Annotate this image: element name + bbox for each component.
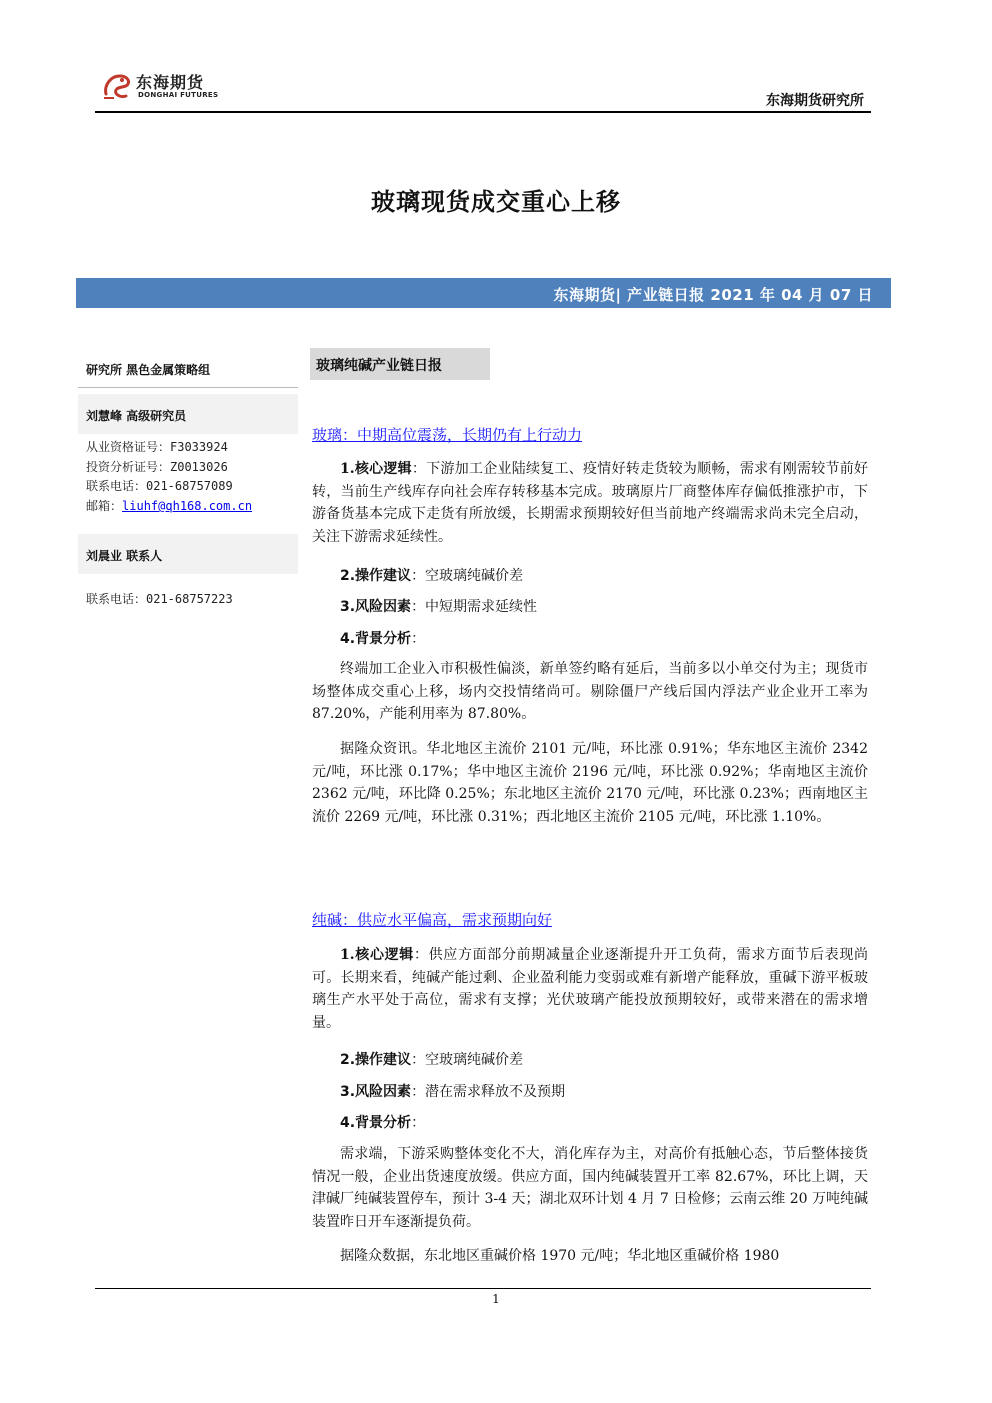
soda-paragraph-2: 据隆众数据，东北地区重碱价格 1970 元/吨；华北地区重碱价格 1980 (340, 1248, 780, 1264)
glass-risk-text: ：中短期需求延续性 (411, 599, 538, 615)
glass-risk-label: 3.风险因素 (340, 599, 412, 615)
phone-2: 联系电话：021-68757223 (86, 592, 233, 606)
email-label: 邮箱： (86, 499, 123, 513)
soda-core-logic (312, 944, 868, 1034)
section-tag (310, 348, 490, 380)
banner-text: 东海期货| 产业链日报 2021 年 04 月 07 日 (553, 286, 873, 304)
glass-op-text: ：空玻璃纯碱价差 (411, 568, 524, 584)
dept-label: 研究所 黑色金属策略组 (86, 363, 211, 377)
page-number: 1 (492, 1292, 500, 1306)
soda-background (340, 1112, 425, 1132)
glass-bg-text: ： (411, 631, 426, 647)
glass-heading[interactable]: 玻璃：中期高位震荡，长期仍有上行动力 (312, 426, 583, 444)
glass-paragraph-2: 据隆众资讯。华北地区主流价 2101 元/吨，环比涨 0.91%；华东地区主流价 2342 元/吨，环比涨 0.17%；华中地区主流价 2196 元/吨，环比涨 0.92%；华南地区主流价 2362 元/吨，环比降 0.25%；东北地区主流价 2170 元/吨，环比涨 0.23%；西南地区主流价 2269 元/吨，环比涨 0.31%；西北地区主流价 2105 元/吨，环比涨 1.10%。 (312, 741, 868, 825)
qualification-number: 从业资格证号：F3033924 (86, 440, 228, 454)
soda-operation (340, 1049, 523, 1069)
soda-op-text: ：空玻璃纯碱价差 (411, 1052, 524, 1068)
phone-1: 联系电话：021-68757089 (86, 479, 233, 493)
glass-operation (340, 565, 523, 585)
report-title: 玻璃现货成交重心上移 (371, 188, 621, 216)
logo-english-name: DONGHAI FUTURES (138, 91, 219, 99)
glass-background (340, 628, 425, 648)
company-logo (100, 68, 230, 108)
analyst1-name: 刘慧峰 高级研究员 (86, 409, 187, 423)
logo-chinese-name: 东海期货 (136, 73, 205, 92)
email-link[interactable]: liuhf@qh168.com.cn (122, 499, 253, 513)
header-divider (95, 111, 871, 113)
soda-bg-text: ： (411, 1115, 426, 1131)
glass-paragraph-1: 终端加工企业入市积极性偏淡，新单签约略有延后，当前多以小单交付为主；现货市场整体成交重心上移，场内交投情绪尚可。剔除僵尸产线后国内浮法产业企业开工率为 87.20%，产能利用率为 87.80%。 (312, 661, 868, 722)
soda-bg-label: 4.背景分析 (340, 1115, 412, 1131)
soda-risk-text: ：潜在需求释放不及预期 (411, 1084, 566, 1100)
soda-risk-label: 3.风险因素 (340, 1084, 412, 1100)
analyst2-name: 刘晨业 联系人 (86, 549, 163, 563)
glass-op-label: 2.操作建议 (340, 568, 412, 584)
glass-risk (340, 596, 537, 616)
dragon-logo-icon (100, 68, 134, 102)
left-divider (78, 387, 298, 388)
glass-core-logic (312, 458, 868, 548)
footer-divider (95, 1288, 871, 1289)
soda-paragraph-1: 需求端，下游采购整体变化不大，消化库存为主，对高价有抵触心态，节后整体接货情况一般，企业出货速度放缓。供应方面，国内纯碱装置开工率 82.67%，环比上调，天津碱厂纯碱装置停车，预计 3-4 天；湖北双环计划 4 月 7 日检修；云南云维 20 万吨纯碱装置昨日开车逐渐提负荷。 (312, 1146, 868, 1230)
soda-heading[interactable]: 纯碱：供应水平偏高，需求预期向好 (312, 911, 553, 929)
glass-bg-label: 4.背景分析 (340, 631, 412, 647)
soda-logic-label: 1.核心逻辑 (340, 947, 414, 963)
report-banner (76, 278, 891, 308)
investment-analysis-number: 投资分析证号：Z0013026 (86, 460, 228, 474)
institute-name: 东海期货研究所 (766, 93, 864, 109)
email-row (86, 497, 252, 514)
glass-logic-text: ：下游加工企业陆续复工、疫情好转走货较为顺畅，需求有刚需较节前好转，当前生产线库存向社会库存转移基本完成。玻璃原片厂商整体库存偏低推涨护市，下游备货基本完成下走货有所放缓，长期需求预期较好但当前地产终端需求尚未完全启动，关注下游需求延续性。 (312, 461, 868, 545)
soda-op-label: 2.操作建议 (340, 1052, 412, 1068)
section-tag-label: 玻璃纯碱产业链日报 (316, 358, 442, 374)
soda-risk (340, 1081, 565, 1101)
glass-logic-label: 1.核心逻辑 (340, 461, 412, 477)
soda-logic-text: ：供应方面部分前期减量企业逐渐提升开工负荷，需求方面节后表现尚可。长期来看，纯碱产能过剩、企业盈利能力变弱或难有新增产能释放，重碱下游平板玻璃生产水平处于高位，需求有支撑；光伏玻璃产能投放预期较好，或带来潜在的需求增量。 (312, 947, 869, 1031)
